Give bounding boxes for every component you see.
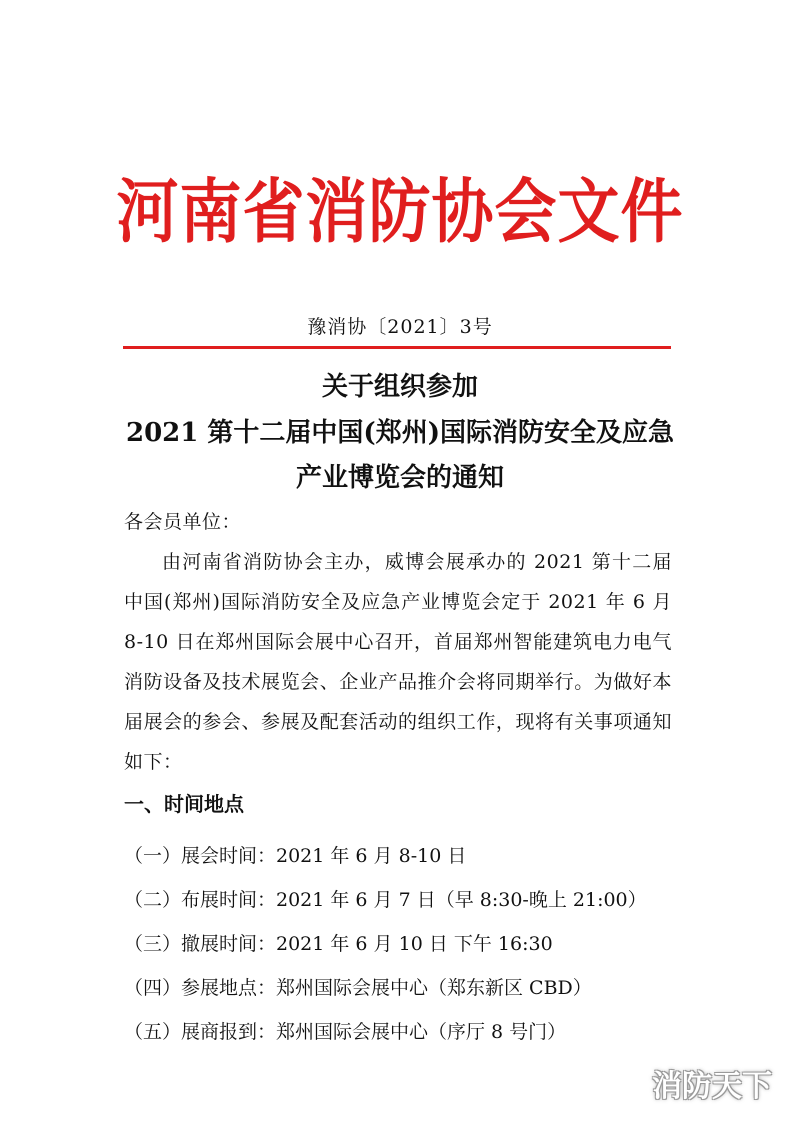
list-item: （三）撤展时间：2021 年 6 月 10 日 下午 16:30 [124, 933, 553, 955]
list-item: （五）展商报到：郑州国际会展中心（序厅 8 号门） [124, 1021, 567, 1043]
notice-title-line-2: 2021 第十二届中国(郑州)国际消防安全及应急 [125, 418, 675, 448]
salutation: 各会员单位： [124, 511, 242, 533]
watermark-logo: 消防天下 [652, 1069, 772, 1104]
document-number: 豫消协〔2021〕3号 [307, 316, 493, 338]
list-item: （一）展会时间：2021 年 6 月 8-10 日 [124, 845, 467, 867]
document-header-title: 河南省消防协会文件 [116, 170, 684, 253]
notice-title-line-1: 关于组织参加 [321, 372, 478, 402]
body-paragraph: 由河南省消防协会主办，威博会展承办的 2021 第十二届中国(郑州)国际消防安全及应急产业博览会定于 2021 年 6 月 8-10 日在郑州国际会展中心召开，首届郑州智能建筑电力电气消防设备及技术展览会、企业产品推介会将同期举行。为做好本届展会的参会、参展及配套活动的组织工作，现将有关事项通知如下： [124, 551, 672, 773]
notice-title-line-3: 产业博览会的通知 [295, 463, 504, 493]
list-item: （二）布展时间：2021 年 6 月 7 日（早 8:30-晚上 21:00） [124, 889, 647, 911]
time-location-list [124, 834, 684, 1054]
list-item: （四）参展地点：郑州国际会展中心（郑东新区 CBD） [124, 977, 592, 999]
section-heading-time-location: 一、时间地点 [124, 792, 244, 816]
red-divider-line [123, 346, 671, 349]
